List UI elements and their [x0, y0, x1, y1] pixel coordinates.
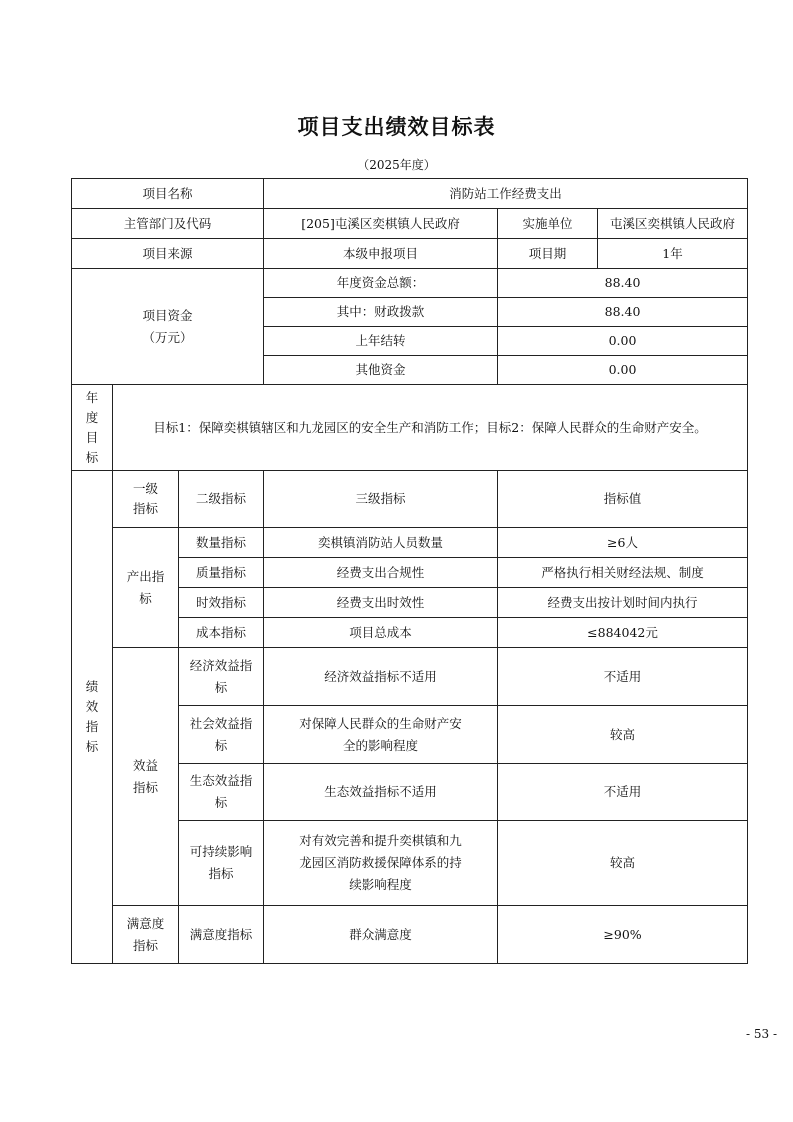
label-other-funds: 其他资金 [264, 356, 498, 385]
level2-cell: 社会效益指标 [179, 706, 264, 764]
value-cell: ≤884042元 [498, 618, 748, 648]
level2-cell: 时效指标 [179, 588, 264, 618]
funds-label: 项目资金 [142, 307, 193, 323]
value-source: 本级申报项目 [264, 239, 498, 269]
label-dept-code: 主管部门及代码 [72, 209, 264, 239]
label-annual-total: 年度资金总额： [264, 269, 498, 298]
level3-cell: 经费支出合规性 [264, 558, 498, 588]
funds-unit: （万元） [142, 329, 193, 345]
value-cell: ≥6人 [498, 528, 748, 558]
level2-cell: 成本指标 [179, 618, 264, 648]
value-cell: 较高 [498, 706, 748, 764]
level3-cell: 项目总成本 [264, 618, 498, 648]
level2-cell: 经济效益指标 [179, 648, 264, 706]
level3-cell: 奕棋镇消防站人员数量 [264, 528, 498, 558]
level3-cell: 对保障人民群众的生命财产安全的影响程度 [264, 706, 498, 764]
level2-cell: 质量指标 [179, 558, 264, 588]
value-fiscal: 88.40 [498, 298, 748, 327]
label-impl-unit: 实施单位 [498, 209, 598, 239]
value-other-funds: 0.00 [498, 356, 748, 385]
value-cell: ≥90% [498, 906, 748, 964]
row-annual-total [72, 269, 748, 298]
table-row [72, 906, 748, 964]
row-header [72, 471, 748, 528]
row-source [72, 239, 748, 269]
label-carryover: 上年结转 [264, 327, 498, 356]
year-note: （2025年度） [357, 158, 436, 172]
value-cell: 经费支出按计划时间内执行 [498, 588, 748, 618]
level2-cell: 可持续影响指标 [179, 821, 264, 906]
level2-cell: 数量指标 [179, 528, 264, 558]
group-satisfaction: 满意度指标 [113, 906, 179, 964]
page-number: - 53 - [745, 1027, 777, 1041]
performance-target-table [71, 178, 748, 964]
value-project-name: 消防站工作经费支出 [264, 179, 748, 209]
label-perf-indicators: 绩效指标 [72, 471, 113, 964]
value-cell: 严格执行相关财经法规、制度 [498, 558, 748, 588]
group-output: 产出指标 [113, 528, 179, 648]
label-project-name: 项目名称 [72, 179, 264, 209]
level3-cell: 对有效完善和提升奕棋镇和九龙园区消防救援保障体系的持续影响程度 [264, 821, 498, 906]
level3-cell: 经济效益指标不适用 [264, 648, 498, 706]
label-source: 项目来源 [72, 239, 264, 269]
value-year-goal: 目标1：保障奕棋镇辖区和九龙园区的安全生产和消防工作；目标2：保障人民群众的生命财产安全。 [113, 385, 748, 471]
level2-cell: 满意度指标 [179, 906, 264, 964]
value-cell: 不适用 [498, 648, 748, 706]
header-indicator-value: 指标值 [498, 471, 748, 528]
level2-cell: 生态效益指标 [179, 764, 264, 821]
value-period: 1年 [598, 239, 748, 269]
value-impl-unit: 屯溪区奕棋镇人民政府 [598, 209, 748, 239]
row-project-name [72, 179, 748, 209]
header-level3: 三级指标 [264, 471, 498, 528]
value-annual-total: 88.40 [498, 269, 748, 298]
level3-cell: 经费支出时效性 [264, 588, 498, 618]
value-dept-code: [205]屯溪区奕棋镇人民政府 [264, 209, 498, 239]
label-period: 项目期 [498, 239, 598, 269]
level3-cell: 群众满意度 [264, 906, 498, 964]
value-cell: 较高 [498, 821, 748, 906]
header-level2: 二级指标 [179, 471, 264, 528]
table-row [72, 648, 748, 706]
row-dept [72, 209, 748, 239]
label-funds [72, 269, 264, 385]
group-benefit: 效益指标 [113, 648, 179, 906]
row-year-goal [72, 385, 748, 471]
label-year-goal: 年度目标 [72, 385, 113, 471]
page-title: 项目支出绩效目标表 [297, 115, 496, 139]
label-fiscal: 其中：财政拨款 [264, 298, 498, 327]
table-row [72, 528, 748, 558]
level3-cell: 生态效益指标不适用 [264, 764, 498, 821]
value-cell: 不适用 [498, 764, 748, 821]
header-level1: 一级指标 [113, 471, 179, 528]
value-carryover: 0.00 [498, 327, 748, 356]
